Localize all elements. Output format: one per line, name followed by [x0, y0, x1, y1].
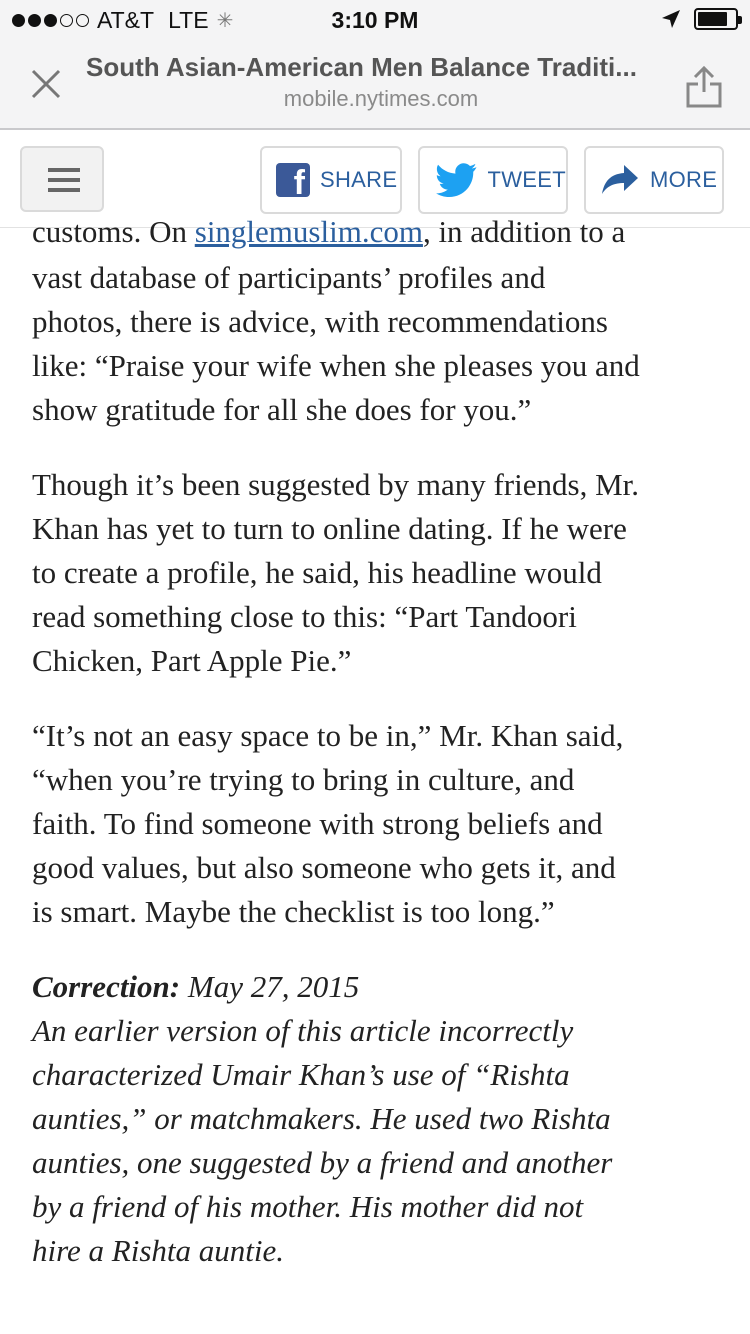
close-icon[interactable] [28, 66, 64, 102]
text-line: is smart. Maybe the checklist is too long.” [32, 894, 555, 929]
text-line: “when you’re trying to bring in culture, and [32, 762, 575, 797]
battery-level [698, 12, 727, 26]
text-line: faith. To find someone with strong beliefs and [32, 806, 603, 841]
menu-icon [48, 168, 80, 172]
text-line: aunties, one suggested by a friend and another [32, 1145, 613, 1180]
page-domain[interactable]: mobile.nytimes.com [283, 86, 479, 111]
text-line: An earlier version of this article incorrectly [32, 1013, 574, 1048]
location-arrow-icon [660, 8, 682, 30]
text-line: Khan has yet to turn to online dating. If he were [32, 511, 627, 546]
page-title[interactable]: South Asian-American Men Balance Traditi... [86, 52, 637, 82]
correction-heading [32, 965, 722, 1009]
text-line: photos, there is advice, with recommendations [32, 304, 608, 339]
battery-icon [694, 8, 738, 30]
menu-icon [48, 178, 80, 182]
menu-icon [48, 188, 80, 192]
partial-line-text-end: , in addition to a [422, 214, 626, 249]
share-icon[interactable] [684, 64, 724, 108]
facebook-share-button[interactable] [260, 146, 402, 214]
status-bar [0, 0, 750, 40]
partial-line-text: customs. On [32, 214, 195, 249]
more-button[interactable] [584, 146, 724, 214]
more-label: MORE [650, 167, 718, 192]
forward-arrow-icon [600, 163, 640, 197]
text-line: to create a profile, he said, his headline would [32, 555, 602, 590]
correction-label: Correction: [32, 969, 181, 1004]
network-type: LTE [168, 7, 209, 33]
browser-address-bar [0, 40, 750, 130]
paragraph-1 [32, 256, 722, 432]
share-label: SHARE [320, 167, 398, 192]
singlemuslim-link[interactable]: singlemuslim.com [194, 214, 423, 249]
article-body [32, 256, 722, 1273]
text-line: show gratitude for all she does for you.” [32, 392, 532, 427]
text-line: characterized Umair Khan’s use of “Rishta [32, 1057, 570, 1092]
menu-button[interactable] [20, 146, 104, 212]
correction-note [32, 965, 722, 1273]
text-line: aunties,” or matchmakers. He used two Rishta [32, 1101, 611, 1136]
text-line: read something close to this: “Part Tandoori [32, 599, 577, 634]
twitter-bird-icon [436, 163, 478, 197]
tweet-label: TWEET [487, 167, 566, 192]
text-line: vast database of participants’ profiles and [32, 260, 546, 295]
paragraph-3 [32, 714, 722, 934]
text-line: Though it’s been suggested by many friends, Mr. [32, 467, 639, 502]
text-line: Chicken, Part Apple Pie.” [32, 643, 352, 678]
text-line: good values, but also someone who gets it, and [32, 850, 616, 885]
activity-spinner-icon: ✳ [216, 10, 234, 32]
text-line: “It’s not an easy space to be in,” Mr. Khan said, [32, 718, 624, 753]
text-line: by a friend of his mother. His mother did not [32, 1189, 584, 1224]
correction-date: May 27, 2015 [180, 969, 360, 1004]
text-line: like: “Praise your wife when she pleases you and [32, 348, 640, 383]
status-right [660, 8, 738, 30]
paragraph-2 [32, 463, 722, 683]
facebook-icon: f [276, 163, 310, 197]
battery-nub [738, 16, 742, 24]
partial-line [32, 210, 722, 250]
status-time: 3:10 PM [331, 7, 419, 33]
text-line: hire a Rishta auntie. [32, 1233, 284, 1268]
carrier-name: AT&T [97, 7, 155, 33]
tweet-button[interactable] [418, 146, 568, 214]
